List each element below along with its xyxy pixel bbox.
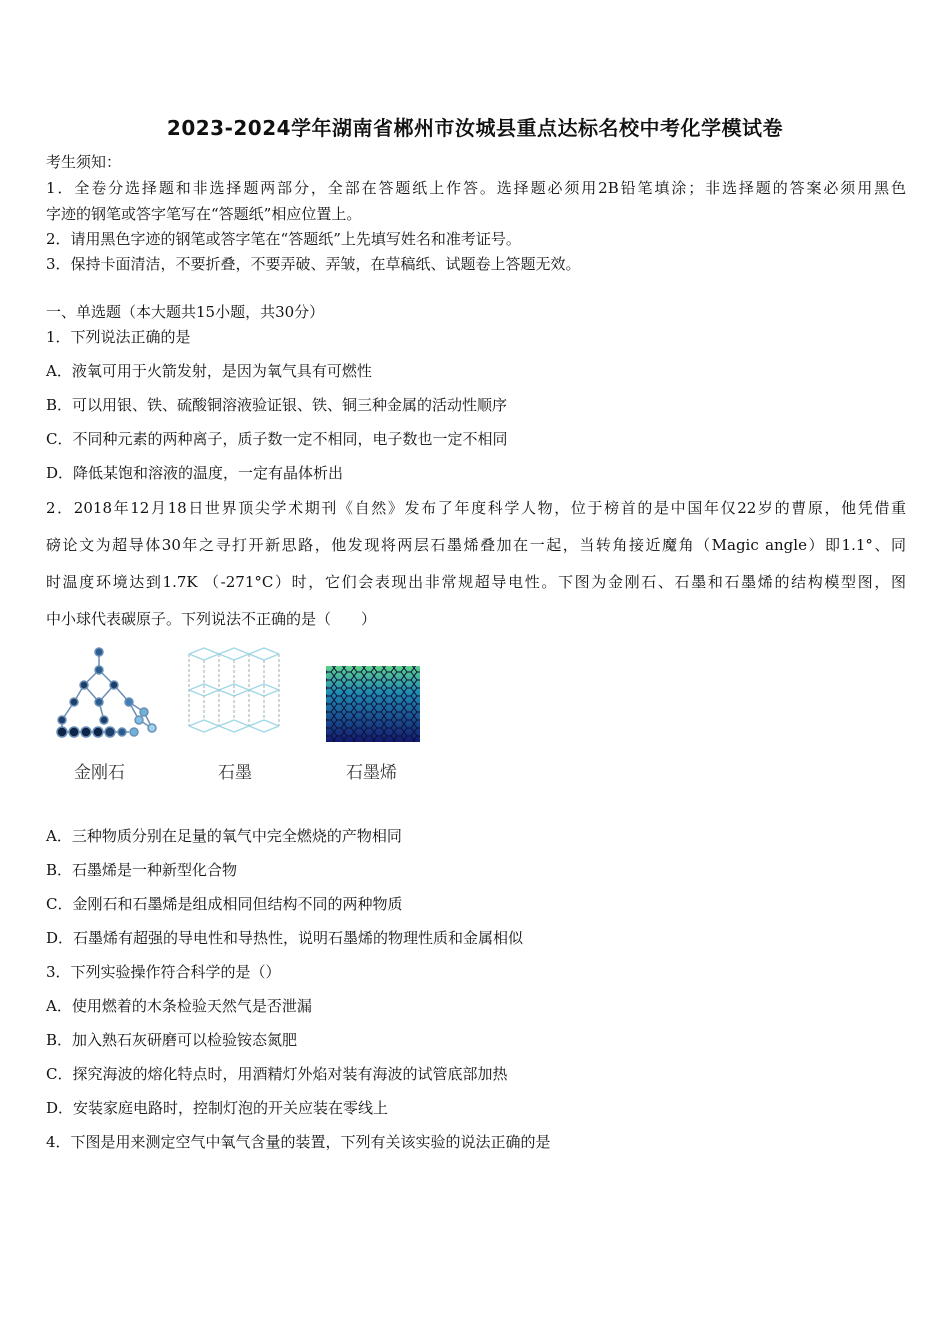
question-1-option-b: B．可以用银、铁、硫酸铜溶液验证银、铁、铜三种金属的活动性顺序: [46, 396, 508, 414]
page-title: 2023-2024学年湖南省郴州市汝城县重点达标名校中考化学模试卷: [166, 116, 784, 140]
question-2-option-b: B．石墨烯是一种新型化合物: [46, 861, 238, 879]
notice-line-4: 3．保持卡面清洁，不要折叠，不要弄破、弄皱，在草稿纸、试题卷上答题无效。: [46, 255, 581, 273]
question-2-stem-line-1: 2．2018年12月18日世界顶尖学术期刊《自然》发布了年度科学人物，位于榜首的是中国年仅22岁的曹原，他凭借重: [46, 499, 906, 517]
question-2-stem-line-3: 时温度环境达到1.7K （-271°C）时，它们会表现出非常规超导电性。下图为金刚石、石墨和石墨烯的结构模型图，图: [46, 573, 906, 591]
carbon-structures-drawing: [44, 640, 444, 750]
caption-graphite: 石墨: [218, 763, 252, 783]
diamond-structure: [57, 648, 156, 737]
question-3-option-b: B．加入熟石灰研磨可以检验铵态氮肥: [46, 1031, 298, 1049]
question-2-option-a: A．三种物质分别在足量的氧气中完全燃烧的产物相同: [46, 827, 402, 845]
notice-line-3: 2．请用黑色字迹的钢笔或答字笔在“答题纸”上先填写姓名和准考证号。: [46, 230, 521, 248]
notice-line-2: 字迹的钢笔或答字笔写在“答题纸”相应位置上。: [46, 205, 362, 223]
question-3-option-a: A．使用燃着的木条检验天然气是否泄漏: [46, 997, 312, 1015]
question-2-stem-line-4: 中小球代表碳原子。下列说法不正确的是（ ）: [46, 610, 377, 628]
question-4-stem: 4．下图是用来测定空气中氧气含量的装置，下列有关该实验的说法正确的是: [46, 1133, 551, 1151]
caption-diamond: 金刚石: [74, 763, 125, 783]
question-1-stem: 1．下列说法正确的是: [46, 328, 191, 346]
question-2-stem-line-2: 磅论文为超导体30年之寻打开新思路，他发现将两层石墨烯叠加在一起，当转角接近魔角（Magic angle）即1.1°、同: [46, 536, 906, 554]
graphite-structure: [189, 648, 279, 732]
question-1-option-c: C．不同种元素的两种离子，质子数一定不相同，电子数也一定不相同: [46, 430, 508, 448]
question-1-option-d: D．降低某饱和溶液的温度，一定有晶体析出: [46, 464, 344, 482]
caption-graphene: 石墨烯: [346, 763, 397, 783]
question-2-option-d: D．石墨烯有超强的导电性和导热性，说明石墨烯的物理性质和金属相似: [46, 929, 524, 947]
question-2-option-c: C．金刚石和石墨烯是组成相同但结构不同的两种物质: [46, 895, 403, 913]
question-3-stem: 3．下列实验操作符合科学的是（）: [46, 963, 281, 981]
carbon-structures-figure: [44, 640, 444, 790]
question-1-option-a: A．液氧可用于火箭发射，是因为氧气具有可燃性: [46, 362, 372, 380]
question-3-option-d: D．安装家庭电路时，控制灯泡的开关应装在零线上: [46, 1099, 389, 1117]
notice-heading: 考生须知：: [46, 153, 122, 171]
graphene-structure: [326, 666, 420, 742]
section-heading: 一、单选题（本大题共15小题，共30分）: [46, 303, 325, 321]
notice-line-1: 1．全卷分选择题和非选择题两部分，全部在答题纸上作答。选择题必须用2B铅笔填涂；非选择题的答案必须用黑色: [46, 179, 906, 197]
question-3-option-c: C．探究海波的熔化特点时，用酒精灯外焰对装有海波的试管底部加热: [46, 1065, 508, 1083]
